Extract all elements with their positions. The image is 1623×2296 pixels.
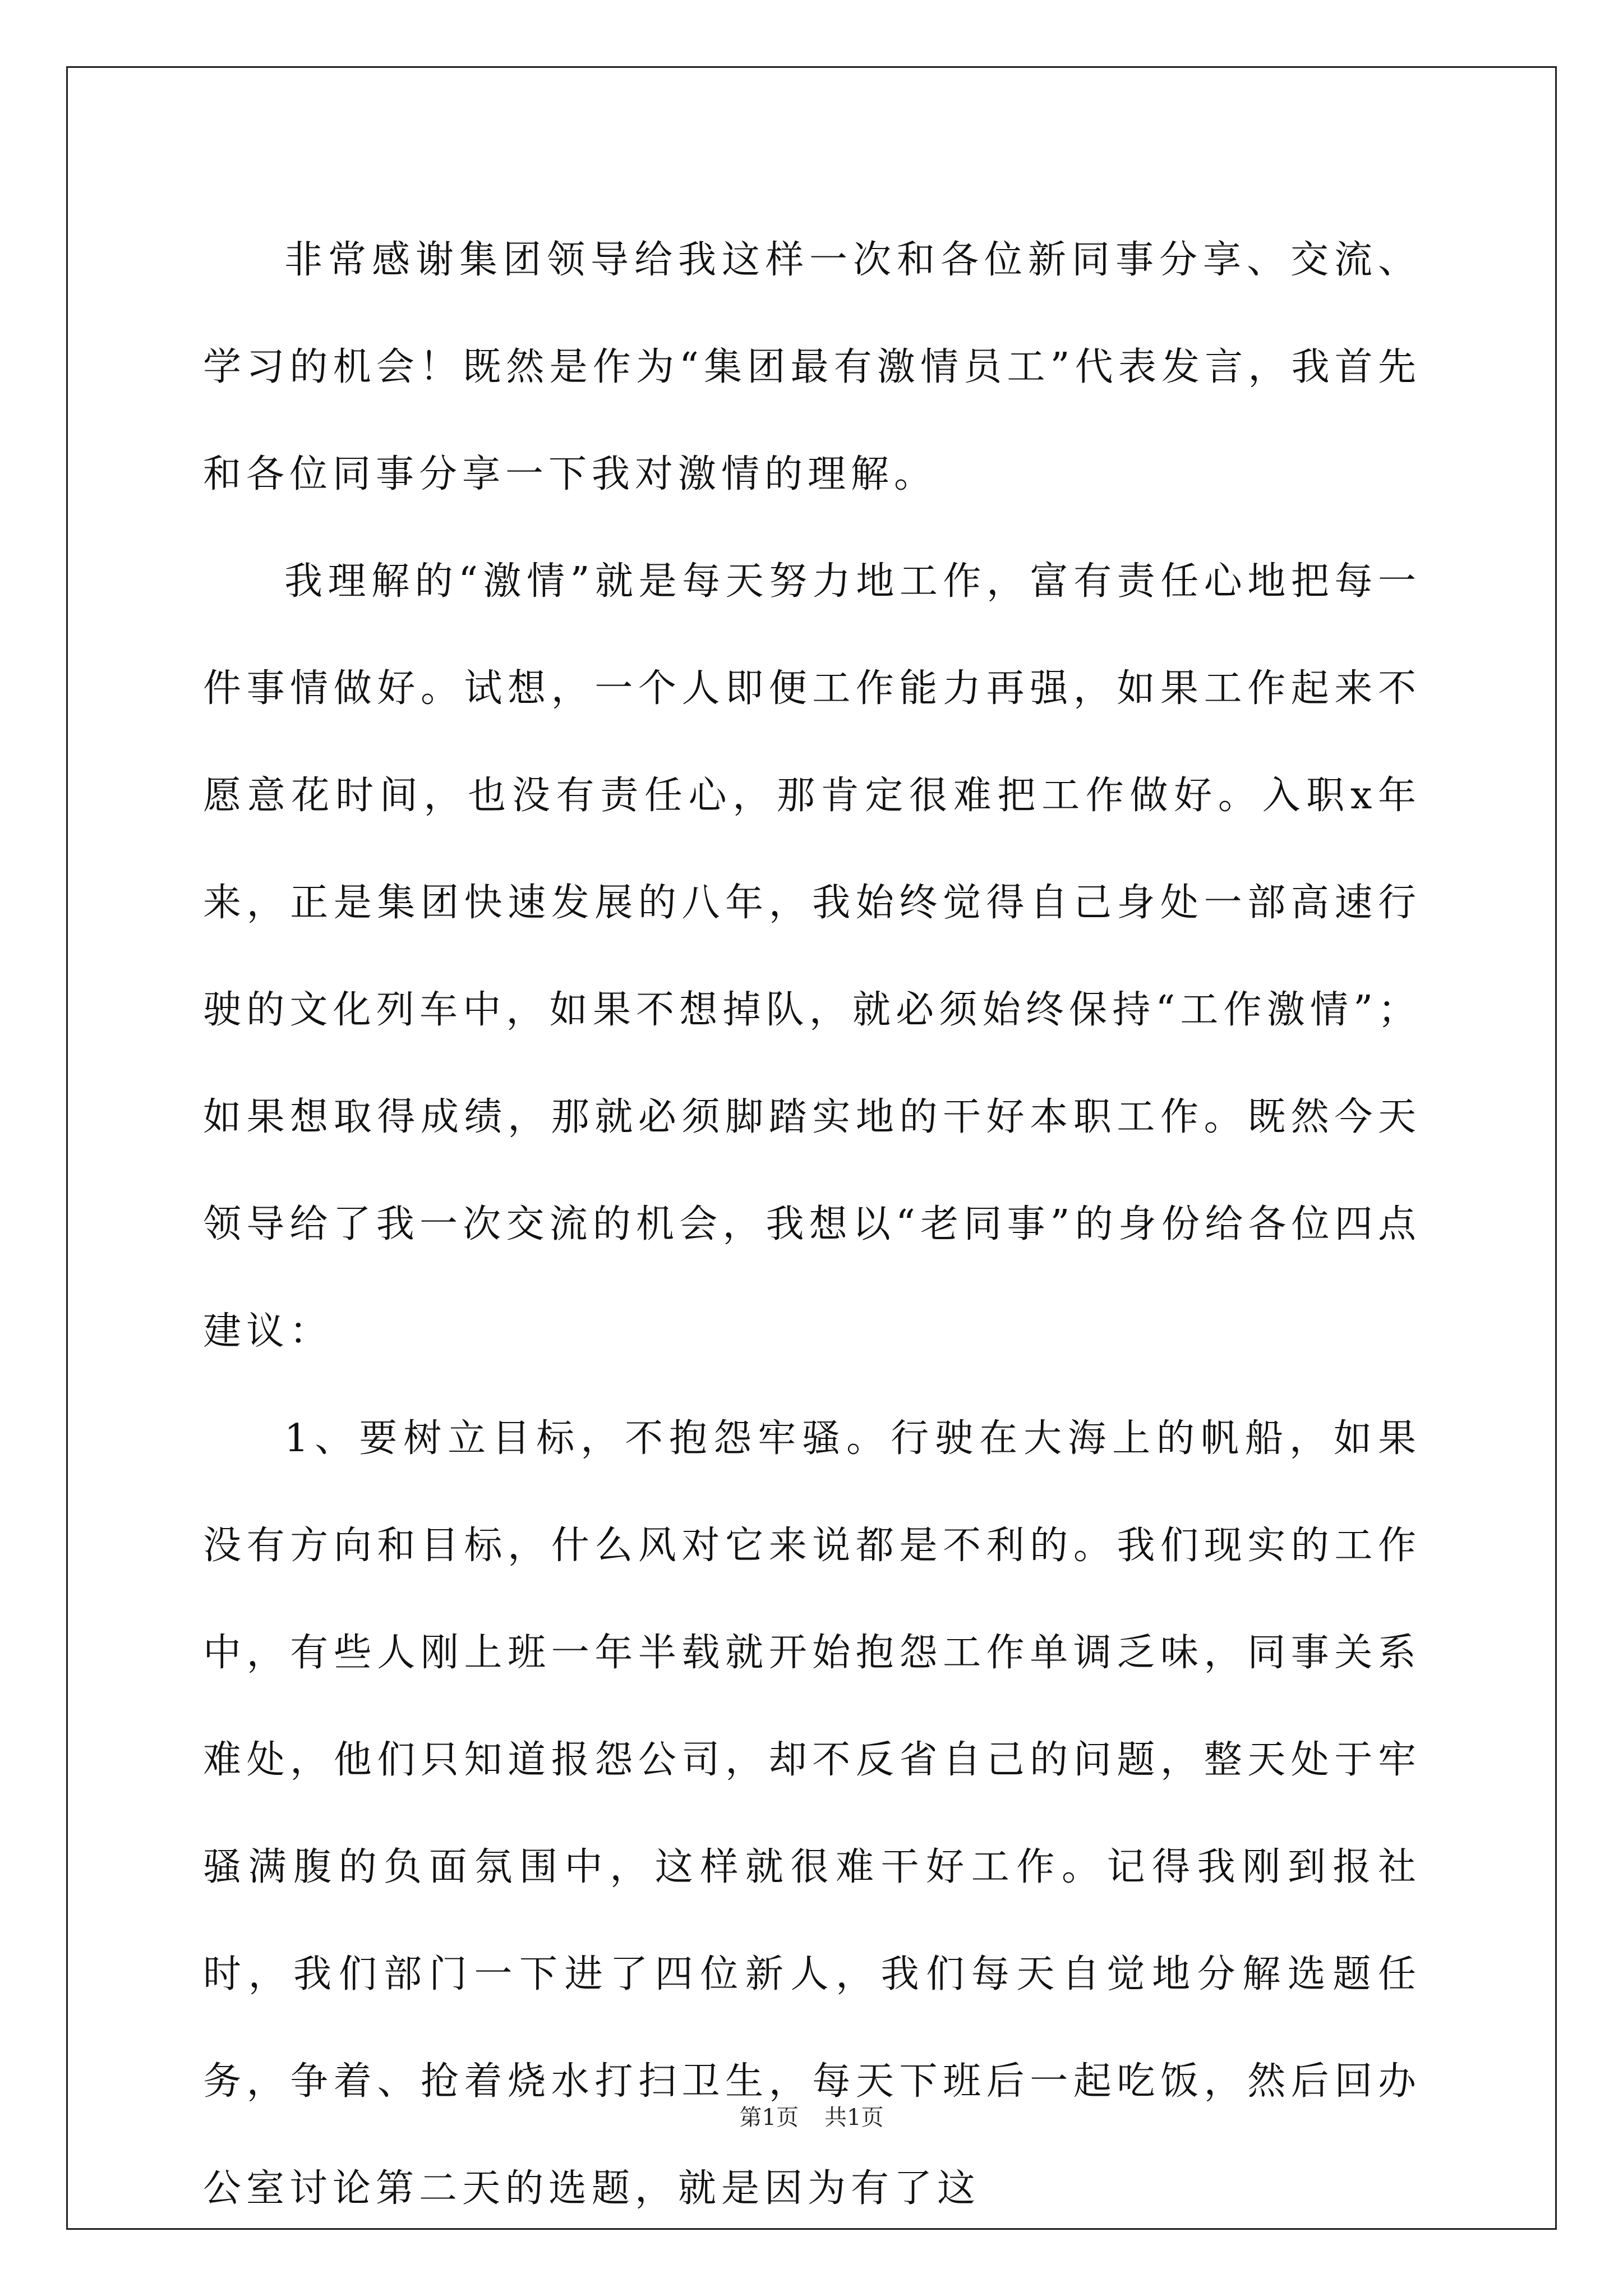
paragraph-2: 我理解的“激情”就是每天努力地工作，富有责任心地把每一件事情做好。试想，一个人即便工作能力再强，如果工作起来不愿意花时间，也没有责任心，那肯定很难把工作做好。入职x年来，正是集团快速发展的八年，我始终觉得自己身处一部高速行驶的文化列车中，如果不想掉队，就必须始终保持“工作激情”；如果想取得成绩，那就必须脚踏实地的干好本职工作。既然今天领导给了我一次交流的机会，我想以“老同事”的身份给各位四点建议： — [203, 559, 1421, 1354]
paragraph-1: 非常感谢集团领导给我这样一次和各位新同事分享、交流、学习的机会！既然是作为“集团最有激情员工”代表发言，我首先和各位同事分享一下我对激情的理解。 — [203, 238, 1421, 496]
page-number: 第1页 — [739, 2105, 799, 2131]
document-body — [203, 206, 1421, 2242]
paragraph-3: 1、要树立目标，不抱怨牢骚。行驶在大海上的帆船，如果没有方向和目标，什么风对它来说都是不利的。我们现实的工作中，有些人刚上班一年半载就开始抱怨工作单调乏味，同事关系难处，他们只知道报怨公司，却不反省自己的问题，整天处于牢骚满腹的负面氛围中，这样就很难干好工作。记得我刚到报社时，我们部门一下进了四位新人，我们每天自觉地分解选题任务，争着、抢着烧水打扫卫生，每天下班后一起吃饭，然后回办公室讨论第二天的选题，就是因为有了这 — [203, 1416, 1421, 2211]
page-total: 共1页 — [824, 2105, 884, 2131]
page-footer — [0, 2101, 1623, 2134]
